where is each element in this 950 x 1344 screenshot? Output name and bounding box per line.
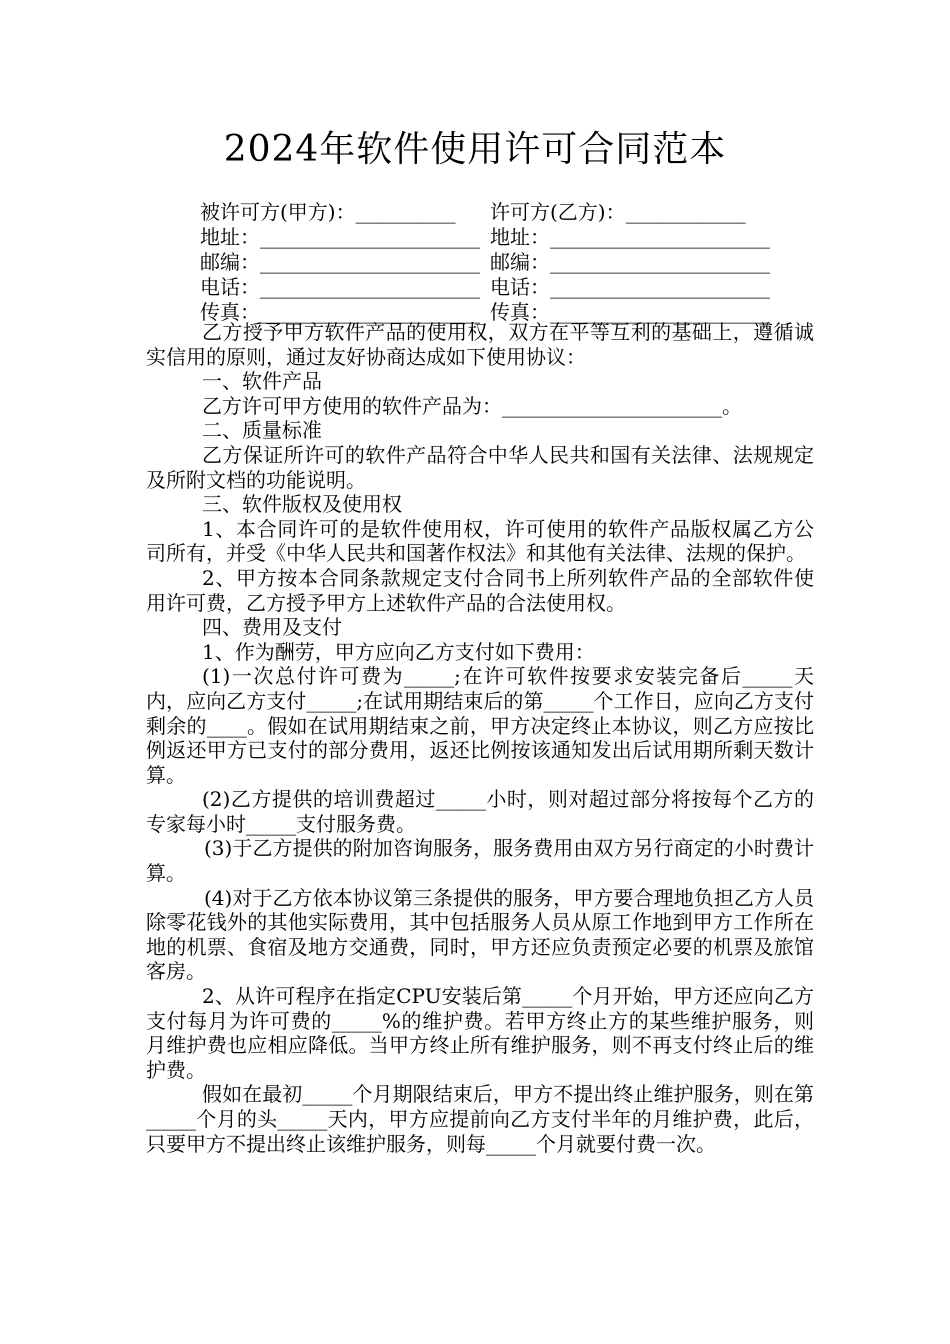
intro-paragraph: 乙方授予甲方软件产品的使用权，双方在平等互利的基础上，遵循诚实信用的原则，通过友好协商达成如下使用协议： xyxy=(146,320,814,369)
party-row-name xyxy=(200,200,820,225)
licensee-address-field: 地址：______________________ xyxy=(200,225,480,249)
fees-subclause-3: (3)于乙方提供的附加咨询服务，服务费用由双方另行商定的小时费计算。 xyxy=(146,836,814,886)
software-product-paragraph: 乙方许可甲方使用的软件产品为：______________________。 xyxy=(202,393,742,418)
fees-subclause-1: (1)一次总付许可费为_____;在许可软件按要求安装完备后_____天内，应向乙方支付_____;在试用期结束后的第_____个工作日，应向乙方支付剩余的____。假如在试用期结束之前，甲方决定终止本协议，则乙方应按比例返还甲方已支付的部分费用，返还比例按该通知发出后试用期所剩天数计算。 xyxy=(146,664,814,787)
quality-paragraph: 乙方保证所许可的软件产品符合中华人民共和国有关法律、法规规定及所附文档的功能说明。 xyxy=(146,442,814,492)
fees-clause-2: 2、从许可程序在指定CPU安装后第_____个月开始，甲方还应向乙方支付每月为许可费的_____%的维护费。若甲方终止方的某些维护服务，则月维护费也应相应降低。当甲方终止所有维护服务，则不再支付终止后的维护费。 xyxy=(146,984,814,1082)
copyright-clause-2: 2、甲方按本合同条款规定支付合同书上所列软件产品的全部软件使用许可费，乙方授予甲方上述软件产品的合法使用权。 xyxy=(146,565,814,615)
section-heading-copyright: 三、软件版权及使用权 xyxy=(202,492,402,517)
document-title: 2024年软件使用许可合同范本 xyxy=(223,129,727,170)
licensee-fax-field: 传真：______________________ xyxy=(200,300,480,324)
licensor-name-field: 许可方(乙方)：____________ xyxy=(490,200,746,224)
licensor-address-field: 地址：______________________ xyxy=(490,225,770,249)
licensor-fax-field: 传真：______________________ xyxy=(490,300,770,324)
licensee-phone-field: 电话：______________________ xyxy=(200,275,480,299)
contract-body xyxy=(146,320,814,1156)
fees-subclause-2: (2)乙方提供的培训费超过_____小时，则对超过部分将按每个乙方的专家每小时_____支付服务费。 xyxy=(146,787,814,836)
fees-clause-1: 1、作为酬劳，甲方应向乙方支付如下费用： xyxy=(202,639,595,664)
section-heading-software: 一、软件产品 xyxy=(202,369,322,394)
licensee-name-field: 被许可方(甲方)：__________ xyxy=(200,200,456,224)
maintenance-paragraph: 假如在最初_____个月期限结束后，甲方不提出终止维护服务，则在第_____个月的头_____天内，甲方应提前向乙方支付半年的月维护费，此后，只要甲方不提出终止该维护服务，则每_____个月就要付费一次。 xyxy=(146,1082,814,1156)
parties-block xyxy=(200,200,820,325)
fees-subclause-4: (4)对于乙方依本协议第三条提供的服务，甲方要合理地负担乙方人员除零花钱外的其他实际费用，其中包括服务人员从原工作地到甲方工作所在地的机票、食宿及地方交通费，同时，甲方还应负责预定必要的机票及旅馆客房。 xyxy=(146,885,814,984)
licensor-postcode-field: 邮编：______________________ xyxy=(490,250,770,274)
licensor-phone-field: 电话：______________________ xyxy=(490,275,770,299)
licensee-postcode-field: 邮编：______________________ xyxy=(200,250,480,274)
section-heading-quality: 二、质量标准 xyxy=(202,418,322,443)
party-row-address xyxy=(200,225,820,250)
copyright-clause-1: 1、本合同许可的是软件使用权，许可使用的软件产品版权属乙方公司所有，并受《中华人民共和国著作权法》和其他有关法律、法规的保护。 xyxy=(146,516,814,566)
party-row-phone xyxy=(200,275,820,300)
party-row-postcode xyxy=(200,250,820,275)
section-heading-fees: 四、费用及支付 xyxy=(202,615,342,640)
